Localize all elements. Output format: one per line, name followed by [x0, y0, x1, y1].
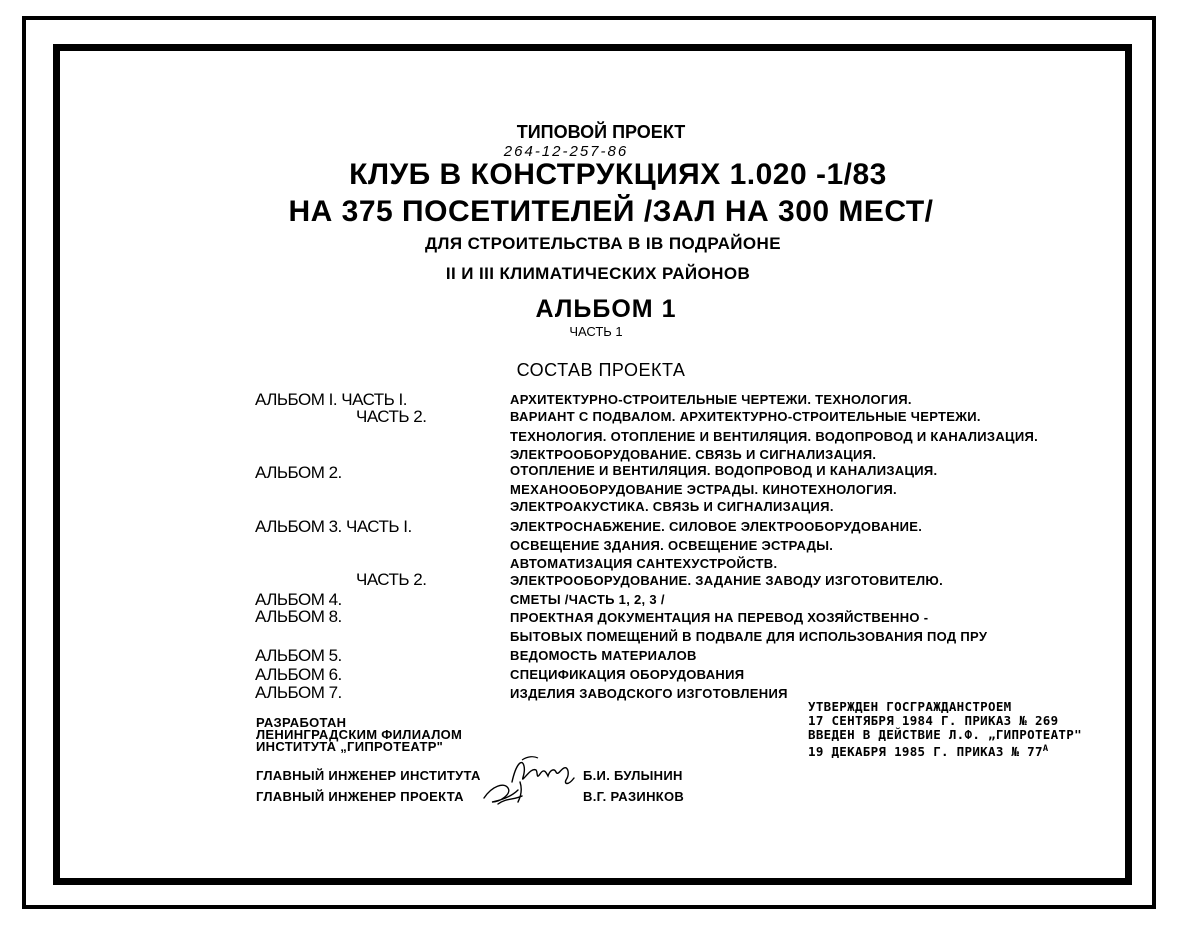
composition-label: АЛЬБОМ 8.: [255, 607, 342, 626]
approval-line-3: ВВЕДЕН В ДЕЙСТВИЕ Л.Ф. „ГИПРОТЕАТР": [808, 727, 1082, 742]
composition-text: ЭЛЕКТРОАКУСТИКА. СВЯЗЬ И СИГНАЛИЗАЦИЯ.: [510, 499, 834, 514]
approval-order: 19 ДЕКАБРЯ 1985 Г. ПРИКАЗ № 77: [808, 744, 1043, 760]
composition-label: ЧАСТЬ 2.: [356, 407, 427, 426]
composition-text: АВТОМАТИЗАЦИЯ САНТЕХУСТРОЙСТВ.: [510, 556, 778, 571]
approval-order-suffix: А: [1042, 744, 1049, 754]
approval-line-2: 17 СЕНТЯБРЯ 1984 Г. ПРИКАЗ № 269: [808, 713, 1059, 728]
composition-text: ЭЛЕКТРООБОРУДОВАНИЕ. СВЯЗЬ И СИГНАЛИЗАЦИЯ.: [510, 447, 877, 462]
composition-label: АЛЬБОМ I. ЧАСТЬ I.: [255, 390, 407, 409]
developer-line-2: ЛЕНИНГРАДСКИМ ФИЛИАЛОМ: [256, 727, 463, 742]
project-type: ТИПОВОЙ ПРОЕКТ: [516, 122, 686, 142]
composition-label: ЧАСТЬ 2.: [356, 570, 427, 589]
composition-text: ВАРИАНТ С ПОДВАЛОМ. АРХИТЕКТУРНО-СТРОИТЕЛЬНЫЕ ЧЕРТЕЖИ.: [510, 409, 981, 424]
composition-text: МЕХАНООБОРУДОВАНИЕ ЭСТРАДЫ. КИНОТЕХНОЛОГИЯ.: [510, 482, 897, 497]
chief-institute-role: ГЛАВНЫЙ ИНЖЕНЕР ИНСТИТУТА: [256, 768, 481, 783]
composition-label: АЛЬБОМ 3. ЧАСТЬ I.: [255, 517, 412, 536]
composition-label: АЛЬБОМ 2.: [255, 463, 342, 482]
composition-text: ВЕДОМОСТЬ МАТЕРИАЛОВ: [510, 648, 697, 663]
developer-line-3: ИНСТИТУТА „ГИПРОТЕАТР": [256, 739, 444, 754]
composition-text: БЫТОВЫХ ПОМЕЩЕНИЙ В ПОДВАЛЕ ДЛЯ ИСПОЛЬЗОВАНИЯ ПОД ПРУ: [510, 629, 988, 644]
album-part: ЧАСТЬ 1: [569, 324, 623, 339]
composition-label: АЛЬБОМ 7.: [255, 683, 342, 702]
subtitle-line-1: ДЛЯ СТРОИТЕЛЬСТВА В IB ПОДРАЙОНЕ: [425, 234, 781, 253]
title-line-1: КЛУБ В КОНСТРУКЦИЯХ 1.020 -1/83: [349, 158, 887, 191]
composition-label: АЛЬБОМ 5.: [255, 646, 342, 665]
composition-heading: СОСТАВ ПРОЕКТА: [516, 360, 686, 380]
chief-project-role: ГЛАВНЫЙ ИНЖЕНЕР ПРОЕКТА: [256, 789, 464, 804]
album-title: АЛЬБОМ 1: [535, 295, 677, 323]
project-number: 264-12-257-86: [503, 143, 629, 160]
title-line-2: НА 375 ПОСЕТИТЕЛЕЙ /ЗАЛ НА 300 МЕСТ/: [288, 195, 934, 228]
approval-line-4: [808, 743, 1049, 758]
approval-line-1: УТВЕРЖДЕН ГОСГРАЖДАНСТРОЕМ: [808, 699, 1012, 714]
chief-project-name: В.Г. РАЗИНКОВ: [583, 789, 685, 804]
composition-label: АЛЬБОМ 4.: [255, 590, 342, 609]
composition-text: СПЕЦИФИКАЦИЯ ОБОРУДОВАНИЯ: [510, 667, 745, 682]
signature-razinkov-icon: [478, 776, 534, 810]
composition-text: ИЗДЕЛИЯ ЗАВОДСКОГО ИЗГОТОВЛЕНИЯ: [510, 686, 788, 701]
composition-text: ПРОЕКТНАЯ ДОКУМЕНТАЦИЯ НА ПЕРЕВОД ХОЗЯЙСТВЕННО -: [510, 610, 929, 625]
composition-text: ОТОПЛЕНИЕ И ВЕНТИЛЯЦИЯ. ВОДОПРОВОД И КАНАЛИЗАЦИЯ.: [510, 463, 938, 478]
chief-institute-name: Б.И. БУЛЫНИН: [583, 768, 683, 783]
composition-text: ЭЛЕКТРООБОРУДОВАНИЕ. ЗАДАНИЕ ЗАВОДУ ИЗГОТОВИТЕЛЮ.: [510, 573, 944, 588]
composition-text: ЭЛЕКТРОСНАБЖЕНИЕ. СИЛОВОЕ ЭЛЕКТРООБОРУДОВАНИЕ.: [510, 519, 923, 534]
composition-text: АРХИТЕКТУРНО-СТРОИТЕЛЬНЫЕ ЧЕРТЕЖИ. ТЕХНОЛОГИЯ.: [510, 392, 912, 407]
composition-text: СМЕТЫ /ЧАСТЬ 1, 2, 3 /: [510, 592, 665, 607]
developer-line-1: РАЗРАБОТАН: [256, 715, 347, 730]
composition-text: ТЕХНОЛОГИЯ. ОТОПЛЕНИЕ И ВЕНТИЛЯЦИЯ. ВОДОПРОВОД И КАНАЛИЗАЦИЯ.: [510, 429, 1039, 444]
composition-text: ОСВЕЩЕНИЕ ЗДАНИЯ. ОСВЕЩЕНИЕ ЭСТРАДЫ.: [510, 538, 834, 553]
subtitle-line-2: II И III КЛИМАТИЧЕСКИХ РАЙОНОВ: [445, 264, 751, 283]
composition-label: АЛЬБОМ 6.: [255, 665, 342, 684]
